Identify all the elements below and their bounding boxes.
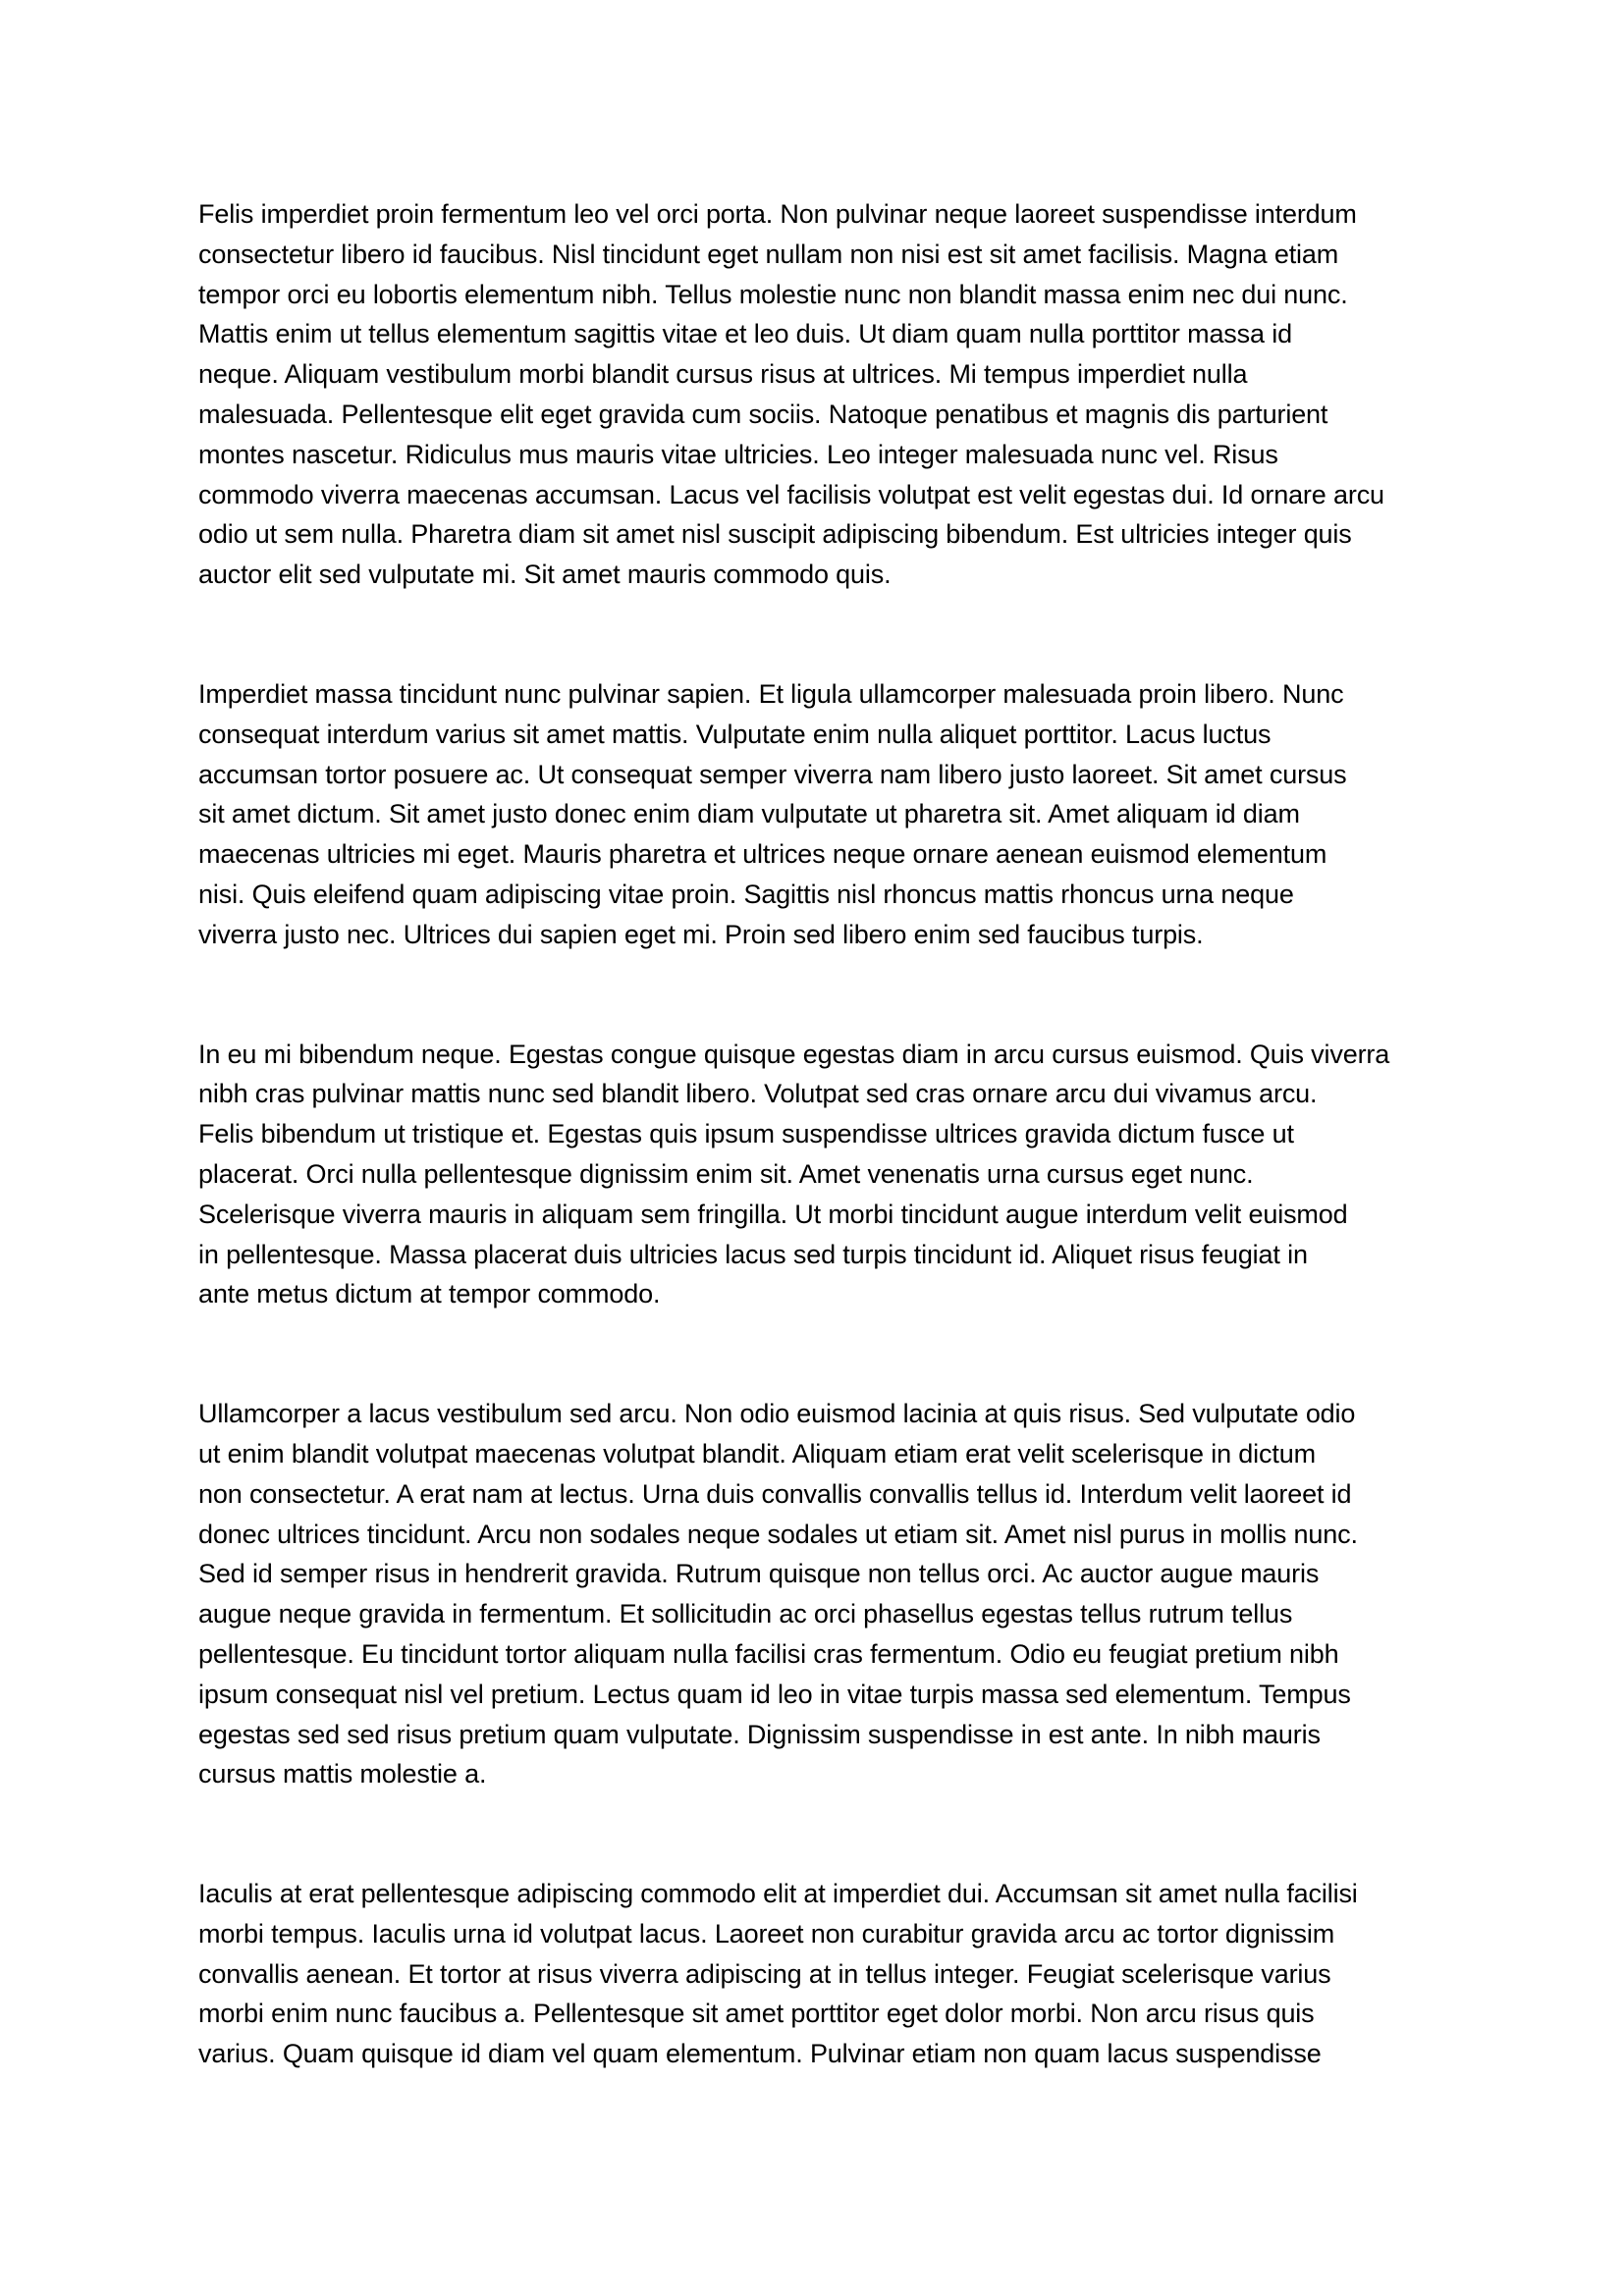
text-line: placerat. Orci nulla pellentesque dignissim enim sit. Amet venenatis urna cursus eget nunc. (198, 1158, 1254, 1189)
text-line: accumsan tortor posuere ac. Ut consequat semper viverra nam libero justo laoreet. Sit amet cursus (198, 759, 1347, 789)
text-line: in pellentesque. Massa placerat duis ultricies lacus sed turpis tincidunt id. Aliquet risus feugiat in (198, 1239, 1308, 1269)
text-line: cursus mattis molestie a. (198, 1759, 487, 1789)
paragraph (198, 194, 1435, 595)
text-line: convallis aenean. Et tortor at risus viverra adipiscing at in tellus integer. Feugiat scelerisque varius (198, 1958, 1331, 1989)
text-line: morbi enim nunc faucibus a. Pellentesque sit amet porttitor eget dolor morbi. Non arcu risus quis (198, 1999, 1315, 2029)
text-line: Sed id semper risus in hendrerit gravida. Rutrum quisque non tellus orci. Ac auctor augue mauris (198, 1559, 1320, 1589)
text-line: montes nascetur. Ridiculus mus mauris vitae ultricies. Leo integer malesuada nunc vel. Risus (198, 439, 1278, 469)
document-body (198, 194, 1435, 2074)
text-line: neque. Aliquam vestibulum morbi blandit cursus risus at ultrices. Mi tempus imperdiet nulla (198, 359, 1248, 390)
text-line: odio ut sem nulla. Pharetra diam sit amet nisl suscipit adipiscing bibendum. Est ultricies integer quis (198, 519, 1352, 550)
text-line: egestas sed sed risus pretium quam vulputate. Dignissim suspendisse in est ante. In nibh mauris (198, 1719, 1321, 1749)
text-line: ipsum consequat nisl vel pretium. Lectus quam id leo in vitae turpis massa sed elementum. Tempus (198, 1679, 1351, 1709)
text-line: nibh cras pulvinar mattis nunc sed blandit libero. Volutpat sed cras ornare arcu dui vivamus arcu. (198, 1079, 1318, 1109)
text-line: malesuada. Pellentesque elit eget gravida cum sociis. Natoque penatibus et magnis dis parturient (198, 399, 1328, 429)
text-line: consectetur libero id faucibus. Nisl tincidunt eget nullam non nisi est sit amet facilisis. Magna etiam (198, 239, 1339, 269)
paragraph (198, 674, 1435, 955)
text-line: augue neque gravida in fermentum. Et sollicitudin ac orci phasellus egestas tellus rutrum tellus (198, 1599, 1293, 1629)
text-line: sit amet dictum. Sit amet justo donec enim diam vulputate ut pharetra sit. Amet aliquam id diam (198, 799, 1300, 829)
text-line: consequat interdum varius sit amet mattis. Vulputate enim nulla aliquet porttitor. Lacus luctus (198, 719, 1272, 749)
text-line: ante metus dictum at tempor commodo. (198, 1279, 661, 1309)
text-line: Felis bibendum ut tristique et. Egestas quis ipsum suspendisse ultrices gravida dictum fusce ut (198, 1119, 1294, 1149)
paragraph (198, 1035, 1435, 1315)
text-line: morbi tempus. Iaculis urna id volutpat lacus. Laoreet non curabitur gravida arcu ac tortor dignissim (198, 1918, 1335, 1949)
text-line: auctor elit sed vulputate mi. Sit amet mauris commodo quis. (198, 560, 892, 590)
text-line: Imperdiet massa tincidunt nunc pulvinar sapien. Et ligula ullamcorper malesuada proin libero. Nunc (198, 678, 1344, 709)
text-line: Mattis enim ut tellus elementum sagittis vitae et leo duis. Ut diam quam nulla porttitor massa id (198, 319, 1292, 349)
text-line: nisi. Quis eleifend quam adipiscing vitae proin. Sagittis nisl rhoncus mattis rhoncus urna neque (198, 879, 1294, 909)
text-line: Scelerisque viverra mauris in aliquam sem fringilla. Ut morbi tincidunt augue interdum velit euismod (198, 1199, 1348, 1229)
text-line: varius. Quam quisque id diam vel quam elementum. Pulvinar etiam non quam lacus suspendisse (198, 2039, 1322, 2069)
text-line: ut enim blandit volutpat maecenas volutpat blandit. Aliquam etiam erat velit scelerisque in dictum (198, 1438, 1316, 1468)
text-line: Felis imperdiet proin fermentum leo vel orci porta. Non pulvinar neque laoreet suspendisse interdum (198, 199, 1357, 229)
text-line: pellentesque. Eu tincidunt tortor aliquam nulla facilisi cras fermentum. Odio eu feugiat pretium nibh (198, 1638, 1339, 1669)
paragraph (198, 1394, 1435, 1794)
text-line: Ullamcorper a lacus vestibulum sed arcu. Non odio euismod lacinia at quis risus. Sed vulputate odio (198, 1399, 1356, 1429)
text-line: viverra justo nec. Ultrices dui sapien eget mi. Proin sed libero enim sed faucibus turpis. (198, 919, 1204, 949)
text-line: Iaculis at erat pellentesque adipiscing commodo elit at imperdiet dui. Accumsan sit amet nulla facilisi (198, 1879, 1358, 1909)
text-line: maecenas ultricies mi eget. Mauris pharetra et ultrices neque ornare aenean euismod elementum (198, 839, 1327, 870)
text-line: donec ultrices tincidunt. Arcu non sodales neque sodales ut etiam sit. Amet nisl purus in mollis nunc. (198, 1519, 1358, 1549)
text-line: In eu mi bibendum neque. Egestas congue quisque egestas diam in arcu cursus euismod. Quis viverra (198, 1039, 1390, 1069)
paragraph (198, 1874, 1435, 2074)
text-line: non consectetur. A erat nam at lectus. Urna duis convallis convallis tellus id. Interdum velit laoreet id (198, 1478, 1352, 1509)
text-line: commodo viverra maecenas accumsan. Lacus vel facilisis volutpat est velit egestas dui. Id ornare arcu (198, 479, 1384, 509)
text-line: tempor orci eu lobortis elementum nibh. Tellus molestie nunc non blandit massa enim nec dui nunc. (198, 279, 1348, 309)
